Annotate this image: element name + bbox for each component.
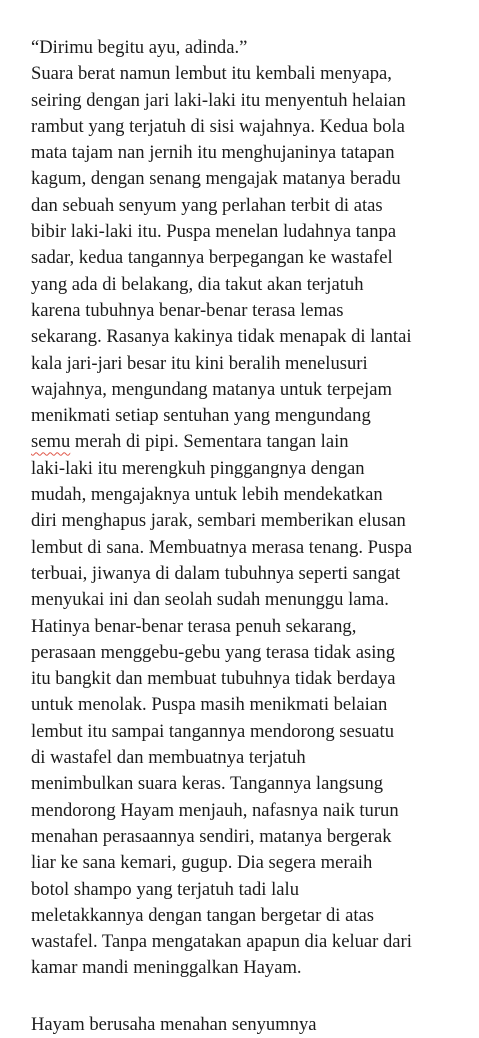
text-line: menyukai ini dan seolah sudah menunggu lama. <box>31 589 389 611</box>
text-line: sekarang. Rasanya kakinya tidak menapak di lantai <box>31 326 412 348</box>
text-line: meletakkannya dengan tangan bergetar di atas <box>31 904 374 926</box>
text-line: diri menghapus jarak, sembari memberikan elusan <box>31 510 406 532</box>
text-line: menahan perasaannya sendiri, matanya bergerak <box>31 825 392 847</box>
text-line: yang ada di belakang, dia takut akan terjatuh <box>31 273 364 295</box>
text-line: karena tubuhnya benar-benar terasa lemas <box>31 299 344 321</box>
text-line: seiring dengan jari laki-laki itu menyentuh helaian <box>31 89 406 111</box>
text-line: liar ke sana kemari, gugup. Dia segera meraih <box>31 852 373 874</box>
text-line: botol shampo yang terjatuh tadi lalu <box>31 878 300 900</box>
text-line: mendorong Hayam menjauh, nafasnya naik turun <box>31 799 399 821</box>
cut-off-text-line: Hayam berusaha menahan senyumnya <box>31 1014 317 1035</box>
text-fragment: merah di pipi. Sementara tangan lain <box>70 431 349 453</box>
text-line: lembut di sana. Membuatnya merasa tenang. Puspa <box>31 536 413 558</box>
text-line: perasaan menggebu-gebu yang terasa tidak asing <box>31 641 395 663</box>
text-line: terbuai, jiwanya di dalam tubuhnya seperti sangat <box>31 562 401 584</box>
text-line: itu bangkit dan membuat tubuhnya tidak berdaya <box>31 668 396 690</box>
text-line: wastafel. Tanpa mengatakan apapun dia keluar dari <box>31 931 412 953</box>
text-line: di wastafel dan membuatnya terjatuh <box>31 747 306 769</box>
text-line: kala jari-jari besar itu kini beralih menelusuri <box>31 352 368 374</box>
text-line: mudah, mengajaknya untuk lebih mendekatkan <box>31 484 383 506</box>
text-line: menimbulkan suara keras. Tangannya langsung <box>31 773 384 795</box>
text-line: dan sebuah senyum yang perlahan terbit di atas <box>31 194 383 216</box>
text-line <box>31 429 471 455</box>
text-line: rambut yang terjatuh di sisi wajahnya. Kedua bola <box>31 115 405 137</box>
text-line: Hatinya benar-benar terasa penuh sekarang, <box>31 615 357 637</box>
text-line: laki-laki itu merengkuh pinggangnya dengan <box>31 457 365 479</box>
text-line: wajahnya, mengundang matanya untuk terpejam <box>31 378 392 400</box>
text-line: menikmati setiap sentuhan yang mengundang <box>31 405 371 427</box>
text-line: untuk menolak. Puspa masih menikmati belaian <box>31 694 388 716</box>
text-line: sadar, kedua tangannya berpegangan ke wastafel <box>31 247 393 269</box>
text-line: kagum, dengan senang mengajak matanya beradu <box>31 168 401 190</box>
text-line: “Dirimu begitu ayu, adinda.” <box>31 37 248 58</box>
text-line: lembut itu sampai tangannya mendorong sesuatu <box>31 720 395 742</box>
spellcheck-word[interactable]: semu <box>31 431 71 453</box>
text-line: mata tajam nan jernih itu menghujaninya tatapan <box>31 142 395 164</box>
text-line: kamar mandi meninggalkan Hayam. <box>31 957 302 979</box>
text-line: bibir laki-laki itu. Puspa menelan ludahnya tanpa <box>31 221 397 243</box>
text-line: Suara berat namun lembut itu kembali menyapa, <box>31 63 392 85</box>
story-text <box>31 35 471 982</box>
